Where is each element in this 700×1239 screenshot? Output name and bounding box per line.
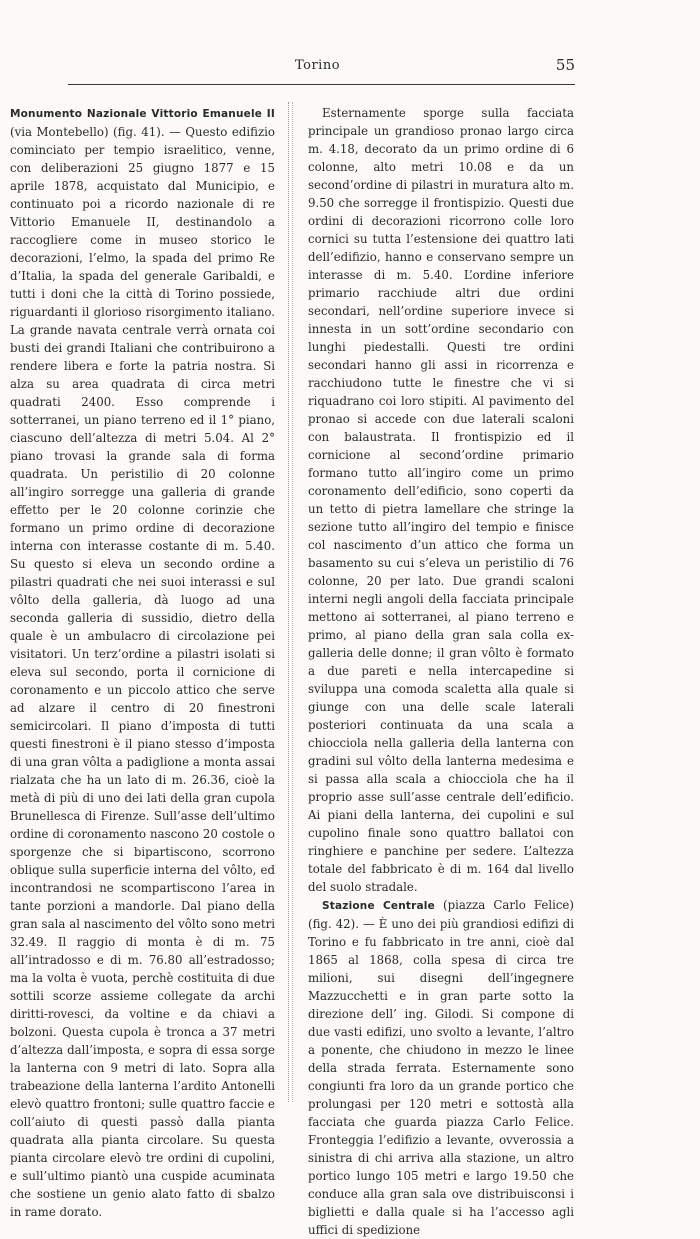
stazione-entry — [308, 896, 574, 1239]
page-header — [60, 52, 575, 80]
entry-text-monumento: (via Montebello) (fig. 41). — Questo edifizio cominciato per tempio israelitico, venne, con deliberazioni 25 giugno 1877 e 15 aprile 1878, acquistato dal Municipio, e continuato poi a ricordo nazionale di re Vittorio Emanuele II, destinandolo a raccogliere come in museo storico le decorazioni, l’elmo, la spada del primo Re d’Italia, la spada del generale Garibaldi, e tutti i doni che la città di Torino possiede, riguardanti il glorioso risorgimento italiano. La grande navata centrale verrà ornata coi busti dei grandi Italiani che contribuirono a rendere libera e forte la patria nostra. Si alza su area quadrata di circa metri quadrati 2400. Esso comprende i sotterranei, un piano terreno ed il 1° piano, ciascuno dell’altezza di metri 5.04. Al 2° piano trovasi la grande sala di forma quadrata. Un peristilio di 20 colonne all’ingiro sorregge una galleria di grande effetto per le 20 colonne corinzie che formano un primo ordine di decorazione interna con interasse costante di m. 5.40. Su questo si eleva un secondo ordine a pilastri quadrati che nei suoi interassi e sul vôlto della galleria, dà luogo ad una seconda galleria di sussidio, dietro della quale è un ambulacro di circolazione pei visitatori. Un terz’ordine a pilastri isolati si eleva sul secondo, porta il cornicione di coronamento e un piccolo attico che serve ad alzare il centro di 20 finestroni semicircolari. Il piano d’imposta di tutti questi finestroni è il piano stesso d’imposta di una gran vôlta a padiglione a monta assai rialzata che ha un lato di m. 26.36, cioè la metà di più di uno dei lati della gran cupola Brunellesca di Firenze. Sull’asse dell’ultimo ordine di coronamento nascono 20 costole o sporgenze che si bipartiscono, scorrono oblique sulla superficie interna del vôlto, ed incontrandosi ne scompartiscono l’area in tante porzioni a mandorle. Dal piano della gran sala al nascimento del vôlto sono metri 32.49. Il raggio di monta è di m. 75 all’intradosso e di m. 76.80 all’estradosso; ma la volta è vuota, perchè costituita di due sottili scorze assieme collegate da archi diritti-rovesci, da voltine e da chiavi a bolzoni. Questa cupola è tronca a 37 metri d’altezza dall’imposta, e sopra di essa sorge la lanterna con 9 metri di lato. Sopra alla trabeazione della lanterna l’ardito Antonelli elevò quattro frontoni; sulle quattro faccie e coll’aiuto di questi passò dalla pianta quadrata alla pianta circolare. Su questa pianta circolare elevò tre ordini di cupolini, e sull’ultimo piantò una cuspide acuminata che sostiene un genio alato fatto di sbalzo in rame dorato. — [10, 125, 275, 1219]
right-column — [308, 104, 574, 1239]
running-title: Torino — [294, 58, 341, 73]
entry-heading-stazione: Stazione Centrale — [322, 900, 435, 912]
left-column — [10, 104, 275, 1221]
entry-text-stazione: (piazza Carlo Felice) (fig. 42). — È uno dei più grandiosi edifizi di Torino e fu fabbricato in tre anni, cioè dal 1865 al 1868, colla spesa di circa tre milioni, sui disegni dell’ingegnere Mazzucchetti e in gran parte sotto la direzione dell’ ing. Gilodi. Si compone di due vasti edifizi, uno svolto a levante, l’altro a ponente, che chiudono in mezzo le linee della strada ferrata. Esternamente sono congiunti fra loro da un grande portico che prolungasi per 120 metri e sottostà alla facciata che guarda piazza Carlo Felice. Fronteggia l’edifizio a levante, ovverossia a sinistra di chi arriva alla stazione, un altro portico lungo 105 metri e largo 19.50 che conduce alla gran sala ove distribuisconsi i biglietti e dalla quale si ha l’accesso agli uffici di spedizione — [308, 898, 574, 1237]
monumento-entry — [10, 104, 275, 1221]
entry-heading-monumento: Monumento Nazionale Vittorio Emanuele II — [10, 108, 275, 120]
column-divider — [288, 102, 293, 1102]
page-number: 55 — [555, 56, 575, 74]
paragraph-pronao: Esternamente sporge sulla facciata principale un grandioso pronao largo circa m. 4.18, decorato da un primo ordine di 6 colonne, alto metri 10.08 e da un second’ordine di pilastri in muratura alto m. 9.50 che sorregge il frontispizio. Questi due ordini di decorazioni ricorrono colle loro cornici su tutta l’estensione dei quattro lati dell’edifizio, hanno e conservano sempre un interasse di m. 5.40. L’ordine inferiore primario racchiude altri due ordini secondari, nell’ordine superiore invece si innesta in un sott’ordine secondario con lunghi piedestalli. Questi tre ordini secondari hanno gli assi in ricorrenza e racchiudono tutte le finestre che vi si riquadrano coi loro stipiti. Al pavimento del pronao si accede con due laterali scaloni con balaustrata. Il frontispizio ed il cornicione al second’ordine primario formano tutto all’ingiro come un primo coronamento dell’edificio, sono coperti da un tetto di pietra lamellare che stringe la sezione tutto all’ingiro del tempio e finisce col nascimento d’un attico che forma un basamento su cui s’eleva un peristilio di 76 colonne, 20 per lato. Due grandi scaloni interni negli angoli della facciata principale mettono ai sotterranei, al piano terreno e primo, al piano della gran sala colla ex-galleria delle donne; il gran vôlto è formato a due pareti e nella intercapedine si sviluppa una comoda scaletta alla quale si giunge con una delle scale laterali posteriori continuata da una scala a chiocciola nella galleria della lanterna con gradini sul vôlto della lanterna medesima e si passa alla scala a chiocciola che ha il proprio asse sull’asse centrale dell’edificio. Ai piani della lanterna, dei cupolini e sul cupolino finale sono quattro ballatoi con ringhiere e panchine per sedere. L’altezza totale del fabbricato è di m. 164 dal livello del suolo stradale. — [308, 106, 574, 894]
header-rule — [68, 84, 575, 85]
